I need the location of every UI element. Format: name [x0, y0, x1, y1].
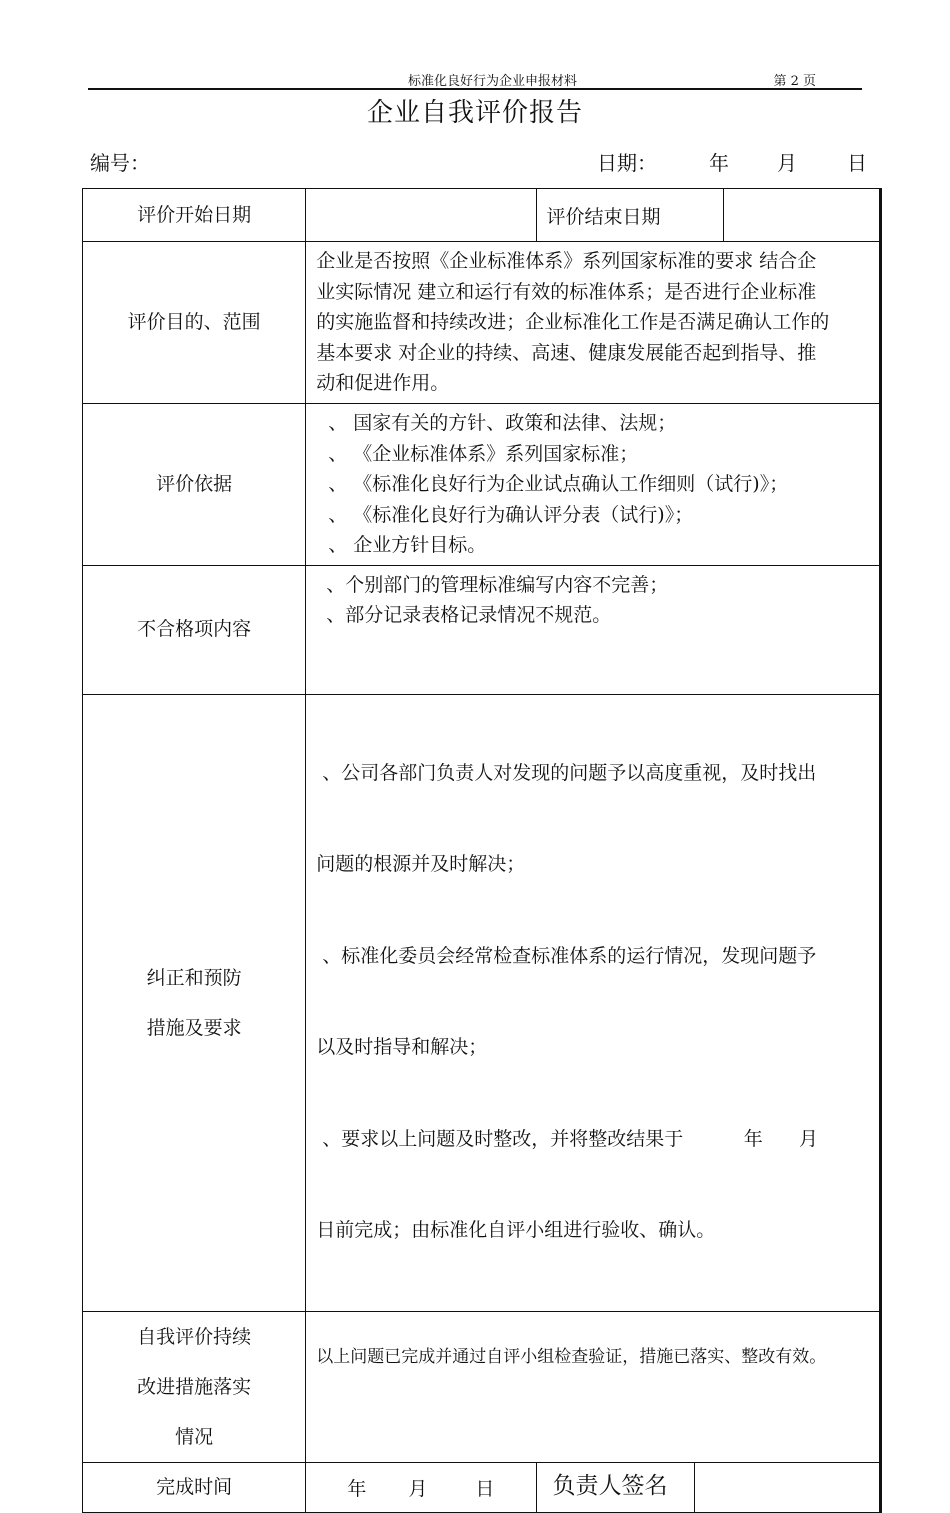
row-basis	[83, 404, 881, 566]
report-number	[90, 147, 150, 176]
row-dates	[83, 189, 881, 242]
completion-label: 完成时间	[83, 1462, 306, 1512]
corrective-line: 、要求以上问题及时整改，并将整改结果于 年 月	[316, 1127, 818, 1150]
start-date-field[interactable]	[306, 189, 536, 242]
continuous-label-line: 改进措施落实	[137, 1375, 252, 1398]
corrective-line: 、公司各部门负责人对发现的问题予以高度重视，及时找出	[316, 761, 817, 784]
date-year-label: 年	[709, 151, 729, 175]
basis-label: 评价依据	[83, 404, 306, 566]
basis-item: 、 《企业标准体系》系列国家标准；	[328, 442, 639, 465]
corrective-label	[83, 694, 306, 1311]
nonconformance-list	[306, 565, 881, 694]
date-month-label: 月	[777, 151, 797, 175]
row-nonconformance	[83, 565, 881, 694]
purpose-line: 基本要求 对企业的持续、高速、健康发展能否起到指导、推	[316, 341, 817, 364]
row-completion	[83, 1462, 881, 1512]
completion-date[interactable]	[306, 1462, 536, 1512]
purpose-line: 的实施监督和持续改进；企业标准化工作是否满足确认工作的	[316, 311, 830, 333]
corrective-label-line: 措施及要求	[146, 1016, 242, 1039]
purpose-label: 评价目的、范围	[83, 242, 306, 404]
header-document-name: 标准化良好行为企业申报材料	[408, 74, 578, 89]
corrective-line: 以及时指导和解决；	[316, 1036, 488, 1058]
basis-list	[306, 404, 881, 566]
continuous-label-line: 自我评价持续	[137, 1325, 252, 1348]
end-date-subtable	[537, 189, 879, 241]
signature-field[interactable]	[694, 1462, 880, 1512]
corrective-line: 、标准化委员会经常检查标准体系的运行情况，发现问题予	[316, 944, 817, 967]
basis-item: 、 企业方针目标。	[328, 534, 487, 556]
date-day-label: 日	[847, 151, 867, 175]
end-date-label: 评价结束日期	[537, 189, 724, 241]
nonconformance-label: 不合格项内容	[83, 565, 306, 694]
continuous-label	[83, 1311, 306, 1462]
purpose-line: 动和促进作用。	[316, 372, 450, 394]
nonconformance-item: 、部分记录表格记录情况不规范。	[326, 604, 612, 626]
purpose-line: 业实际情况 建立和运行有效的标准体系；是否进行企业标准	[316, 280, 817, 303]
row-continuous-improvement	[83, 1311, 881, 1462]
basis-item: 、 国家有关的方针、政策和法律、法规；	[328, 412, 677, 434]
nonconformance-item: 、个别部门的管理标准编写内容不完善；	[326, 573, 669, 596]
completion-month-label: 月	[408, 1477, 428, 1500]
page-header	[88, 70, 862, 90]
page-title: 企业自我评价报告	[366, 98, 583, 128]
corrective-label-line: 纠正和预防	[146, 966, 242, 989]
purpose-line: 企业是否按照《企业标准体系》系列国家标准的要求 结合企	[316, 250, 817, 272]
number-label: 编号：	[90, 151, 150, 175]
signature-label: 负责人签名	[536, 1462, 694, 1512]
purpose-text	[306, 242, 881, 404]
continuous-label-line: 情况	[175, 1425, 214, 1448]
start-date-label: 评价开始日期	[83, 189, 306, 242]
basis-item: 、 《标准化良好行为确认评分表（试行)》；	[328, 503, 694, 526]
completion-day-label: 日	[475, 1477, 495, 1500]
corrective-line: 日前完成；由标准化自评小组进行验收、确认。	[316, 1219, 716, 1241]
end-date-field[interactable]	[723, 189, 879, 241]
row-corrective	[83, 694, 881, 1311]
header-page-number: 第 2 页	[773, 74, 816, 89]
report-date	[597, 147, 867, 176]
corrective-text	[306, 694, 881, 1311]
row-purpose	[83, 242, 881, 404]
date-label: 日期：	[597, 151, 657, 175]
continuous-text: 以上问题已完成并通过自评小组检查验证，措施已落实、整改有效。	[306, 1311, 881, 1462]
completion-year-label: 年	[347, 1477, 367, 1500]
corrective-line: 问题的根源并及时解决；	[316, 853, 526, 875]
basis-item: 、 《标准化良好行为企业试点确认工作细则（试行)》；	[328, 473, 789, 495]
evaluation-table	[82, 188, 882, 1513]
